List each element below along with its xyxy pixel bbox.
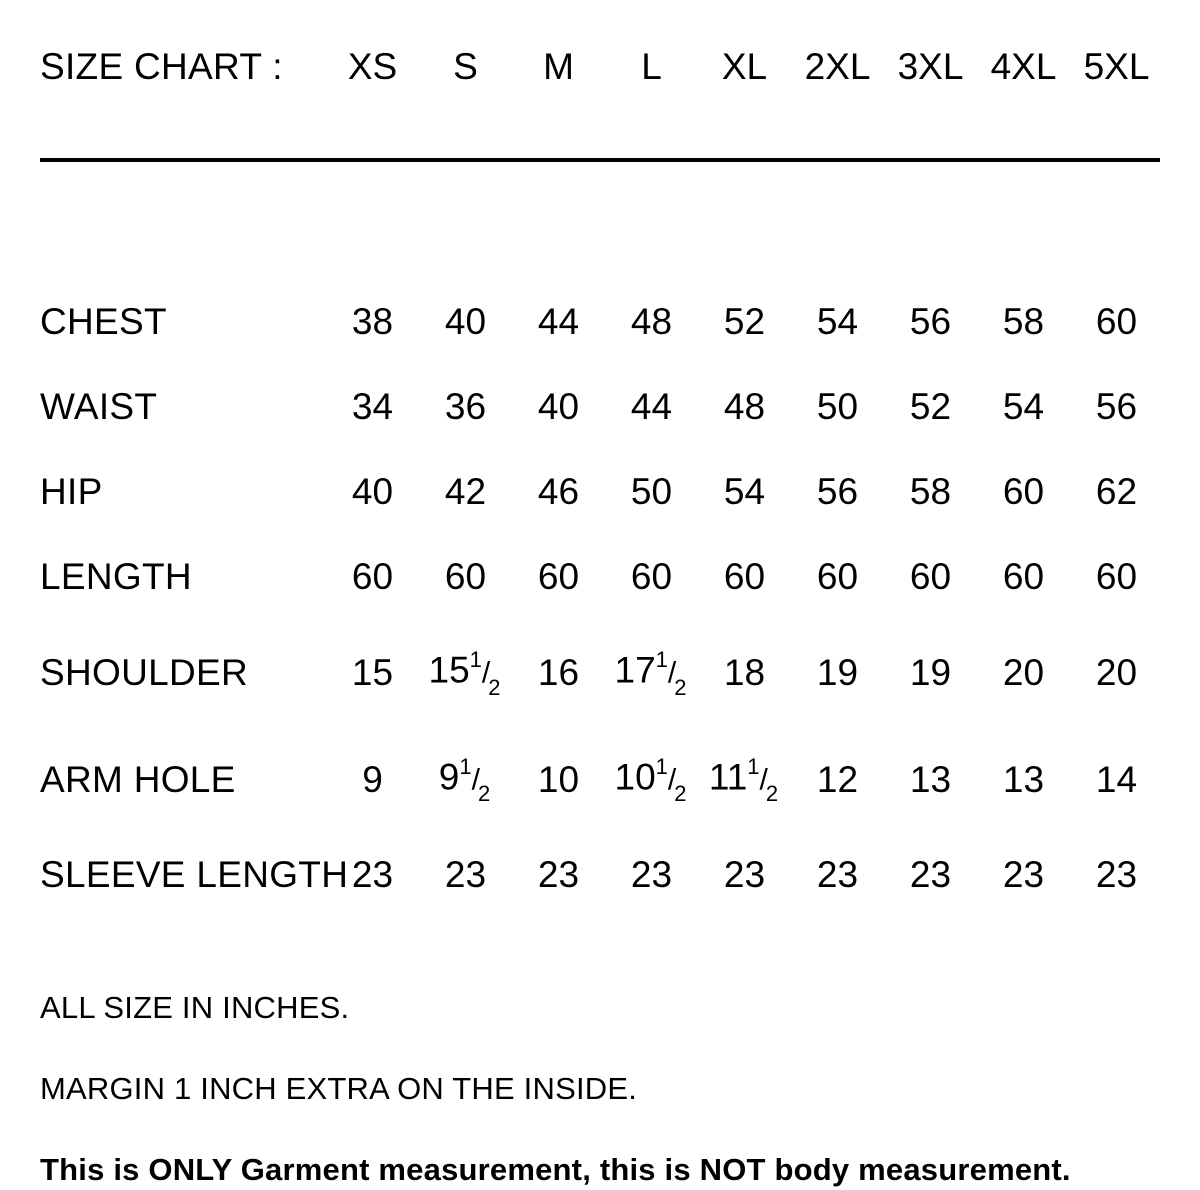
- divider: [40, 158, 1160, 162]
- cell-waist-xs: 34: [351, 386, 394, 427]
- cell-shoulder-xs: 15: [351, 651, 394, 693]
- cell-sleeve-length-2xl: 23: [816, 854, 859, 896]
- cell-shoulder-m: 16: [537, 651, 580, 693]
- table-row: [40, 364, 1163, 449]
- cell-hip-s: 42: [444, 471, 487, 512]
- column-header-m: M: [543, 46, 574, 87]
- spacer-row: [40, 194, 1163, 279]
- fraction-slash: /: [471, 763, 480, 797]
- column-header-l: L: [641, 46, 662, 87]
- cell-chest-2xl: 54: [816, 301, 859, 342]
- cell-sleeve-length-4xl: 23: [1002, 854, 1045, 896]
- cell-shoulder-3xl: 19: [909, 651, 952, 693]
- cell-shoulder-5xl: 20: [1095, 651, 1138, 693]
- cell-chest-xs: 38: [351, 301, 394, 342]
- cell-waist-5xl: 56: [1095, 386, 1138, 427]
- cell-sleeve-length-l: 23: [630, 854, 673, 896]
- cell-waist-4xl: 54: [1002, 386, 1045, 427]
- table-body: [40, 279, 1163, 917]
- cell-arm-hole-xl: [698, 726, 791, 833]
- row-label-sleeve-length: SLEEVE LENGTH: [40, 854, 349, 896]
- note-disclaimer: This is ONLY Garment measurement, this is NOT body measurement.: [40, 1151, 1071, 1187]
- column-header-2xl: 2XL: [804, 46, 871, 87]
- cell-waist-s: 36: [444, 386, 487, 427]
- cell-arm-hole-5xl: 14: [1095, 758, 1138, 800]
- cell-shoulder-xl: 18: [723, 651, 766, 693]
- fraction-slash: /: [481, 656, 491, 690]
- fraction-numerator: 1: [459, 753, 472, 779]
- column-header-xl: XL: [721, 46, 768, 87]
- table-row: [40, 279, 1163, 364]
- cell-hip-5xl: 62: [1095, 471, 1138, 512]
- row-label-shoulder: SHOULDER: [40, 651, 248, 693]
- column-header-5xl: 5XL: [1083, 46, 1150, 87]
- fraction-15-1-2: $15^1/_2$: [428, 647, 501, 700]
- note-units: ALL SIZE IN INCHES.: [40, 990, 350, 1026]
- cell-arm-hole-l: [605, 726, 698, 833]
- fraction-denominator: 2: [765, 781, 779, 807]
- cell-sleeve-length-xl: 23: [723, 854, 766, 896]
- cell-hip-l: 50: [630, 471, 673, 512]
- cell-length-xl: 60: [723, 556, 766, 597]
- table-row: [40, 832, 1163, 917]
- cell-chest-m: 44: [537, 301, 580, 342]
- fraction-denominator: 2: [488, 674, 501, 700]
- fraction-slash: /: [667, 656, 677, 690]
- cell-sleeve-length-m: 23: [537, 854, 580, 896]
- cell-length-4xl: 60: [1002, 556, 1045, 597]
- fraction-numerator: 1: [747, 753, 760, 779]
- fraction-denominator: 2: [477, 781, 491, 807]
- spacer-cell: [40, 194, 1163, 279]
- cell-length-m: 60: [537, 556, 580, 597]
- cell-waist-l: 44: [630, 386, 673, 427]
- row-label-hip: HIP: [40, 471, 103, 512]
- fraction-9-1-2: $9^1/_2$: [438, 753, 491, 807]
- header-divider-cell: [40, 109, 1163, 194]
- cell-arm-hole-2xl: 12: [816, 758, 859, 800]
- cell-length-xs: 60: [351, 556, 394, 597]
- cell-arm-hole-m: 10: [537, 758, 580, 800]
- cell-shoulder-4xl: 20: [1002, 651, 1045, 693]
- cell-hip-xl: 54: [723, 471, 766, 512]
- cell-waist-m: 40: [537, 386, 580, 427]
- cell-chest-3xl: 56: [909, 301, 952, 342]
- cell-hip-2xl: 56: [816, 471, 859, 512]
- cell-hip-4xl: 60: [1002, 471, 1045, 512]
- table-row: [40, 726, 1163, 833]
- fraction-11-1-2: $11^1/_2$: [708, 753, 779, 807]
- cell-arm-hole-xs: 9: [362, 758, 383, 800]
- column-header-s: S: [453, 46, 478, 87]
- cell-length-5xl: 60: [1095, 556, 1138, 597]
- row-label-arm-hole: ARM HOLE: [40, 758, 236, 800]
- cell-hip-m: 46: [537, 471, 580, 512]
- cell-arm-hole-s: [419, 726, 512, 833]
- cell-sleeve-length-s: 23: [444, 854, 487, 896]
- cell-sleeve-length-3xl: 23: [909, 854, 952, 896]
- cell-arm-hole-4xl: 13: [1002, 758, 1045, 800]
- table-row: [40, 619, 1163, 726]
- cell-chest-xl: 52: [723, 301, 766, 342]
- page-title: SIZE CHART :: [40, 46, 283, 87]
- fraction-denominator: 2: [674, 781, 687, 807]
- cell-waist-2xl: 50: [816, 386, 859, 427]
- cell-waist-xl: 48: [723, 386, 766, 427]
- cell-length-s: 60: [444, 556, 487, 597]
- column-header-xs: XS: [347, 46, 398, 87]
- cell-chest-4xl: 58: [1002, 301, 1045, 342]
- row-label-waist: WAIST: [40, 386, 158, 427]
- column-header-3xl: 3XL: [897, 46, 964, 87]
- fraction-slash: /: [667, 763, 677, 797]
- cell-length-3xl: 60: [909, 556, 952, 597]
- cell-hip-3xl: 58: [909, 471, 952, 512]
- fraction-numerator: 1: [655, 647, 668, 672]
- cell-shoulder-l: [605, 619, 698, 726]
- fraction-denominator: 2: [674, 674, 687, 700]
- table-row: [40, 534, 1163, 619]
- fraction-numerator: 1: [469, 647, 482, 672]
- row-label-length: LENGTH: [40, 556, 192, 597]
- fraction-numerator: 1: [655, 753, 668, 779]
- size-chart-table: [40, 24, 1163, 917]
- fraction-17-1-2: $17^1/_2$: [614, 647, 687, 700]
- table-header-row: [40, 24, 1163, 109]
- cell-hip-xs: 40: [351, 471, 394, 512]
- header-divider-row: [40, 109, 1163, 194]
- column-header-4xl: 4XL: [990, 46, 1057, 87]
- cell-shoulder-s: [419, 619, 512, 726]
- cell-sleeve-length-xs: 23: [351, 854, 394, 896]
- cell-arm-hole-3xl: 13: [909, 758, 952, 800]
- table-row: [40, 449, 1163, 534]
- cell-sleeve-length-5xl: 23: [1095, 854, 1138, 896]
- row-label-chest: CHEST: [40, 301, 167, 342]
- notes-section: [40, 989, 1160, 1189]
- fraction-slash: /: [759, 763, 768, 797]
- note-margin: MARGIN 1 INCH EXTRA ON THE INSIDE.: [40, 1071, 638, 1107]
- cell-chest-l: 48: [630, 301, 673, 342]
- cell-waist-3xl: 52: [909, 386, 952, 427]
- fraction-10-1-2: $10^1/_2$: [614, 753, 687, 807]
- cell-chest-s: 40: [444, 301, 487, 342]
- cell-length-2xl: 60: [816, 556, 859, 597]
- cell-length-l: 60: [630, 556, 673, 597]
- cell-shoulder-2xl: 19: [816, 651, 859, 693]
- cell-chest-5xl: 60: [1095, 301, 1138, 342]
